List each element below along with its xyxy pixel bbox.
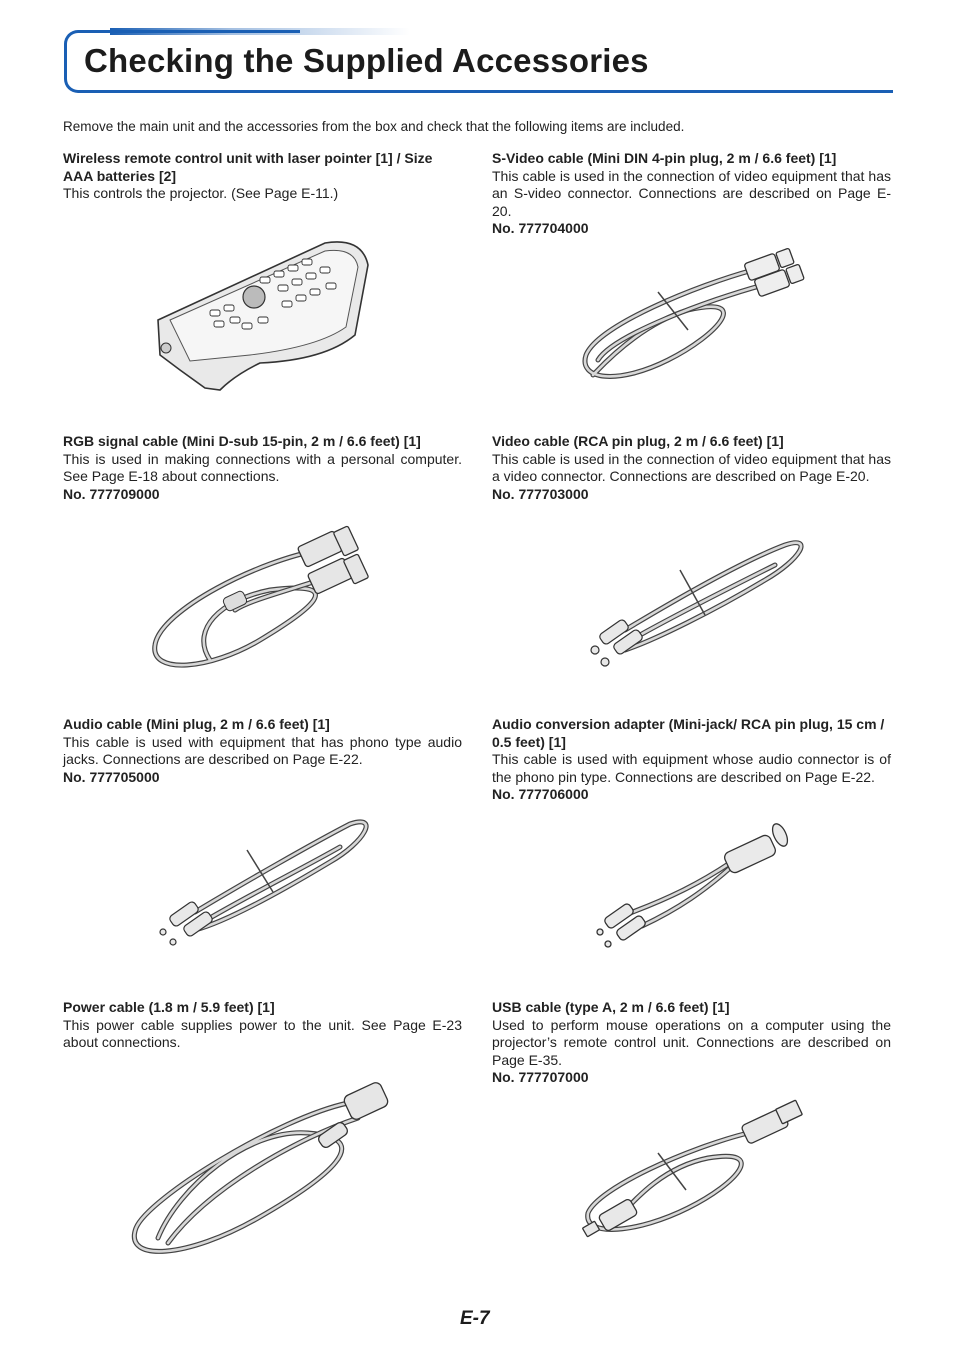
audio-cable-illustration <box>155 812 370 952</box>
item-part-number: No. 777709000 <box>63 485 160 502</box>
item-remote-control <box>63 150 462 203</box>
audio-adapter-illustration <box>590 818 795 948</box>
item-title: Audio conversion adapter (Mini-jack/ RCA pin plug, 15 cm / 0.5 feet) [1] <box>492 716 885 750</box>
item-rgb-cable <box>63 433 462 503</box>
rgb-cable-illustration <box>150 520 375 680</box>
item-title: USB cable (type A, 2 m / 6.6 feet) [1] <box>492 999 730 1015</box>
item-audio-cable <box>63 716 462 786</box>
item-title: RGB signal cable (Mini D-sub 15-pin, 2 m / 6.6 feet) [1] <box>63 433 421 449</box>
item-description: This cable is used in the connection of video equipment that has a video connector. Connections are described on Page E-20. <box>492 450 891 484</box>
item-part-number: No. 777703000 <box>492 485 589 502</box>
item-part-number: No. 777704000 <box>492 220 589 236</box>
item-title: Power cable (1.8 m / 5.9 feet) [1] <box>63 999 275 1015</box>
item-video-cable <box>492 433 891 503</box>
page-number: E-7 <box>460 1308 490 1329</box>
usb-cable-illustration <box>578 1098 808 1246</box>
item-description: This cable is used with equipment that has phono type audio jacks. Connections are described on Page E-22. <box>63 733 462 767</box>
item-description: This controls the projector. (See Page E-11.) <box>63 185 339 201</box>
item-description: This cable is used in the connection of video equipment that has an S-video connector. Connections are described on Page E-20. <box>492 167 891 219</box>
item-part-number: No. 777706000 <box>492 786 589 802</box>
item-description: Used to perform mouse operations on a computer using the projector’s remote control unit. Connections are described on Page E-35. <box>492 1016 891 1068</box>
item-power-cable <box>63 999 462 1052</box>
item-audio-adapter <box>492 716 891 804</box>
item-usb-cable <box>492 999 891 1087</box>
remote-control-illustration <box>150 235 375 395</box>
intro-text: Remove the main unit and the accessories from the box and check that the following items are included. <box>63 119 685 134</box>
item-title: S-Video cable (Mini DIN 4-pin plug, 2 m / 6.6 feet) [1] <box>492 150 837 166</box>
item-title: Wireless remote control unit with laser pointer [1] / Size AAA batteries [2] <box>63 150 433 184</box>
item-description: This is used in making connections with a personal computer. See Page E-18 about connections. <box>63 450 462 484</box>
s-video-cable-illustration <box>578 240 808 390</box>
item-part-number: No. 777707000 <box>492 1069 589 1085</box>
item-part-number: No. 777705000 <box>63 768 160 785</box>
item-title: Audio cable (Mini plug, 2 m / 6.6 feet) [1] <box>63 716 330 732</box>
page-title: Checking the Supplied Accessories <box>84 42 649 79</box>
item-s-video-cable <box>492 150 891 238</box>
item-description: This power cable supplies power to the unit. See Page E-23 about connections. <box>63 1016 462 1050</box>
video-cable-illustration <box>585 530 805 670</box>
item-description: This cable is used with equipment whose audio connector is of the phono pin type. Connections are described on Page E-22. <box>492 751 891 785</box>
title-accent-bar <box>110 28 410 35</box>
power-cable-illustration <box>128 1078 393 1263</box>
item-title: Video cable (RCA pin plug, 2 m / 6.6 feet) [1] <box>492 433 784 449</box>
